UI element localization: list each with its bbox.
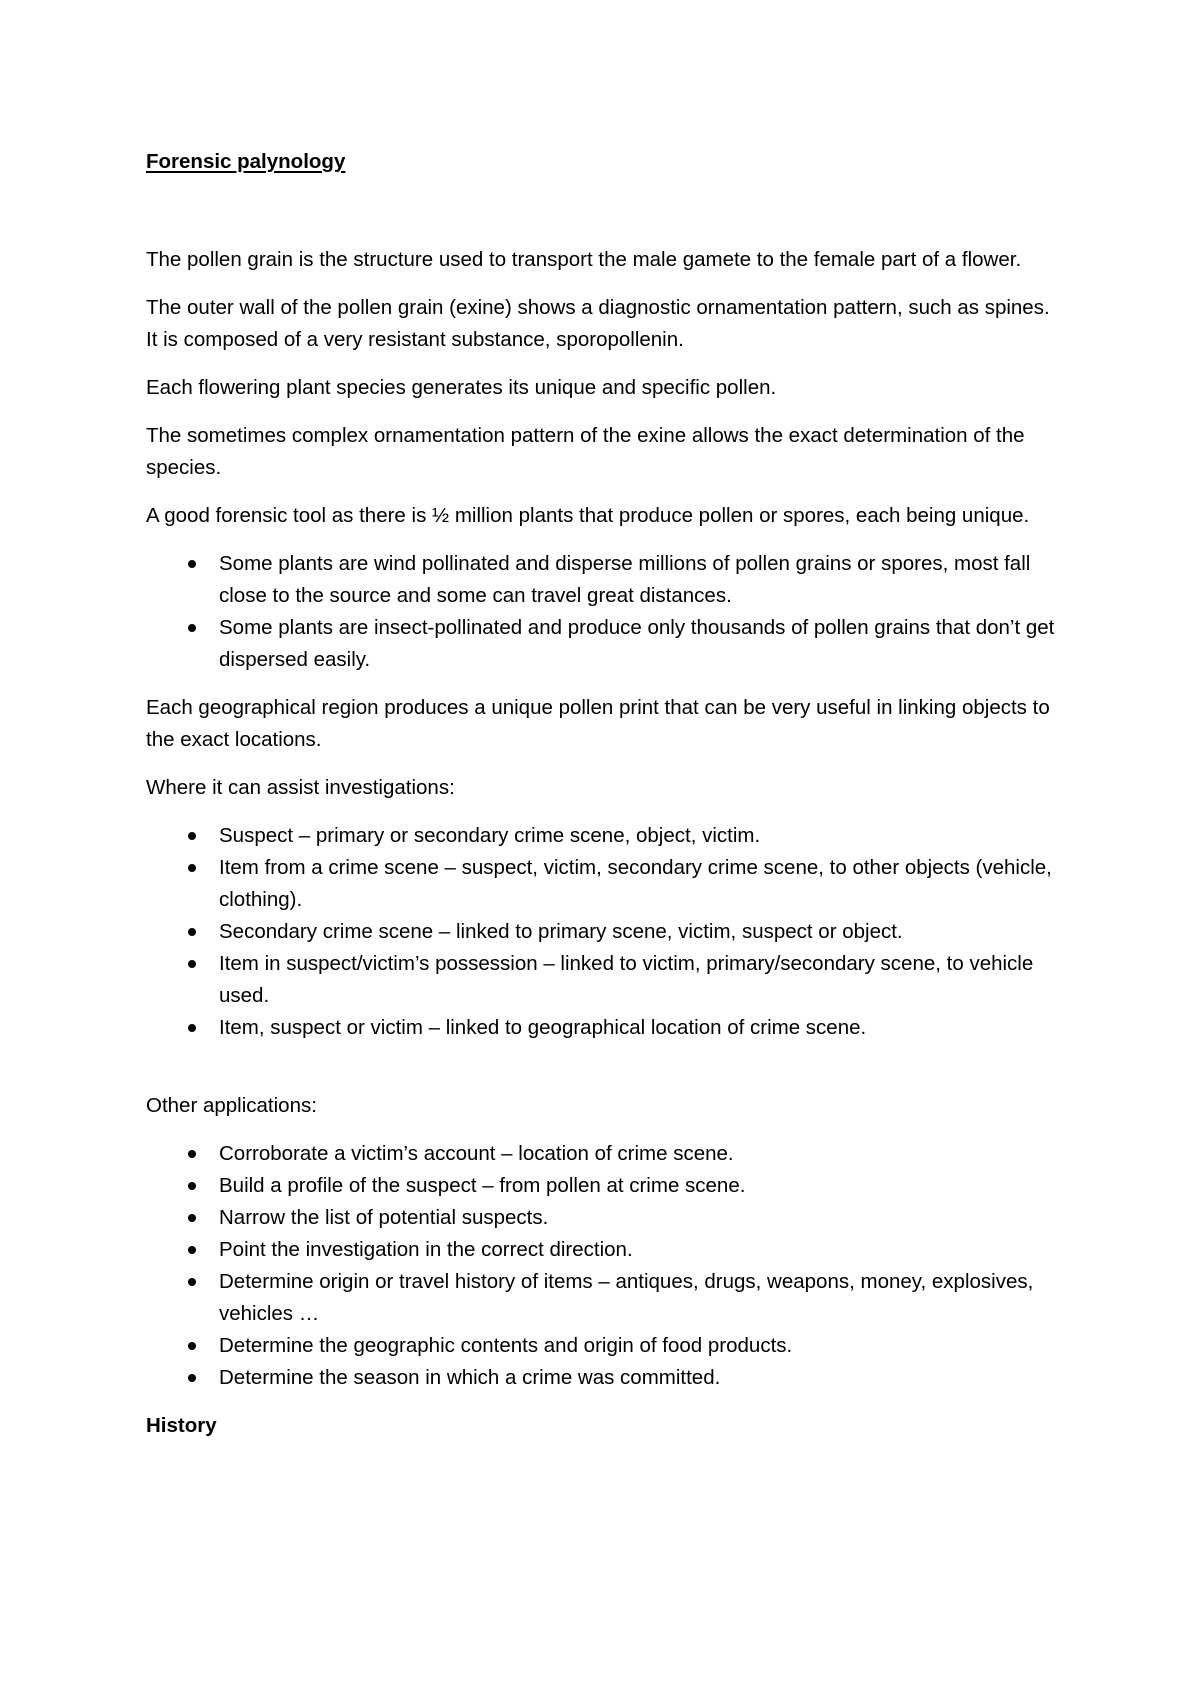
intro-paragraph-exine: The outer wall of the pollen grain (exine) shows a diagnostic ornamentation pattern, such as spines. It is composed of a very resistant substance, sporopollenin. xyxy=(146,296,1050,351)
intro-paragraph-ornamentation: The sometimes complex ornamentation pattern of the exine allows the exact determination of the species. xyxy=(146,424,1025,479)
list-item xyxy=(146,1234,1066,1266)
list-item xyxy=(146,548,1066,612)
list-item xyxy=(146,916,1066,948)
list-item xyxy=(146,1202,1066,1234)
list-item xyxy=(146,612,1066,676)
list-item xyxy=(146,1330,1066,1362)
list-item xyxy=(146,1012,1066,1044)
applications-heading: Other applications: xyxy=(146,1094,317,1117)
list-item-text: Point the investigation in the correct direction. xyxy=(219,1238,633,1261)
list-item xyxy=(146,1170,1066,1202)
investigations-heading: Where it can assist investigations: xyxy=(146,776,455,799)
document-page xyxy=(146,146,1066,1442)
bullet-icon xyxy=(188,624,196,632)
history-heading: History xyxy=(146,1414,217,1437)
list-item xyxy=(146,948,1066,1012)
list-item-text: Build a profile of the suspect – from pollen at crime scene. xyxy=(219,1174,746,1197)
bullet-icon xyxy=(188,1150,196,1158)
list-item-text: Item in suspect/victim’s possession – linked to victim, primary/secondary scene, to vehicle used. xyxy=(219,952,1034,1007)
bullet-icon xyxy=(188,928,196,936)
bullet-icon xyxy=(188,1278,196,1286)
list-item-text: Some plants are wind pollinated and disperse millions of pollen grains or spores, most fall close to the source and some can travel great distances. xyxy=(219,552,1031,607)
intro-paragraph-forensic-tool: A good forensic tool as there is ½ million plants that produce pollen or spores, each being unique. xyxy=(146,504,1030,527)
bullet-icon xyxy=(188,960,196,968)
document-title: Forensic palynology xyxy=(146,150,346,173)
intro-paragraph-species-pollen: Each flowering plant species generates its unique and specific pollen. xyxy=(146,376,777,399)
list-item-text: Secondary crime scene – linked to primary scene, victim, suspect or object. xyxy=(219,920,903,943)
pollination-bullet-list xyxy=(146,548,1066,676)
bullet-icon xyxy=(188,1374,196,1382)
intro-paragraph-pollen-grain: The pollen grain is the structure used to transport the male gamete to the female part of a flower. xyxy=(146,248,1022,271)
applications-bullet-list xyxy=(146,1138,1066,1394)
investigation-bullet-list xyxy=(146,820,1066,1044)
list-item xyxy=(146,1362,1066,1394)
bullet-icon xyxy=(188,832,196,840)
list-item-text: Narrow the list of potential suspects. xyxy=(219,1206,549,1229)
list-item xyxy=(146,1138,1066,1170)
list-item-text: Determine the geographic contents and origin of food products. xyxy=(219,1334,793,1357)
list-item-text: Item, suspect or victim – linked to geographical location of crime scene. xyxy=(219,1016,867,1039)
bullet-icon xyxy=(188,1342,196,1350)
list-item xyxy=(146,820,1066,852)
list-item xyxy=(146,1266,1066,1330)
blank-line xyxy=(146,1060,1066,1090)
list-item-text: Suspect – primary or secondary crime scene, object, victim. xyxy=(219,824,761,847)
bullet-icon xyxy=(188,1246,196,1254)
list-item-text: Corroborate a victim’s account – location of crime scene. xyxy=(219,1142,734,1165)
bullet-icon xyxy=(188,1182,196,1190)
list-item-text: Determine origin or travel history of items – antiques, drugs, weapons, money, explosives, vehicles … xyxy=(219,1270,1034,1325)
bullet-icon xyxy=(188,1024,196,1032)
region-paragraph: Each geographical region produces a unique pollen print that can be very useful in linking objects to the exact locations. xyxy=(146,696,1050,751)
list-item-text: Some plants are insect-pollinated and produce only thousands of pollen grains that don’t get dispersed easily. xyxy=(219,616,1055,671)
bullet-icon xyxy=(188,560,196,568)
bullet-icon xyxy=(188,864,196,872)
list-item-text: Determine the season in which a crime was committed. xyxy=(219,1366,721,1389)
list-item xyxy=(146,852,1066,916)
list-item-text: Item from a crime scene – suspect, victim, secondary crime scene, to other objects (vehicle, clothing). xyxy=(219,856,1052,911)
bullet-icon xyxy=(188,1214,196,1222)
